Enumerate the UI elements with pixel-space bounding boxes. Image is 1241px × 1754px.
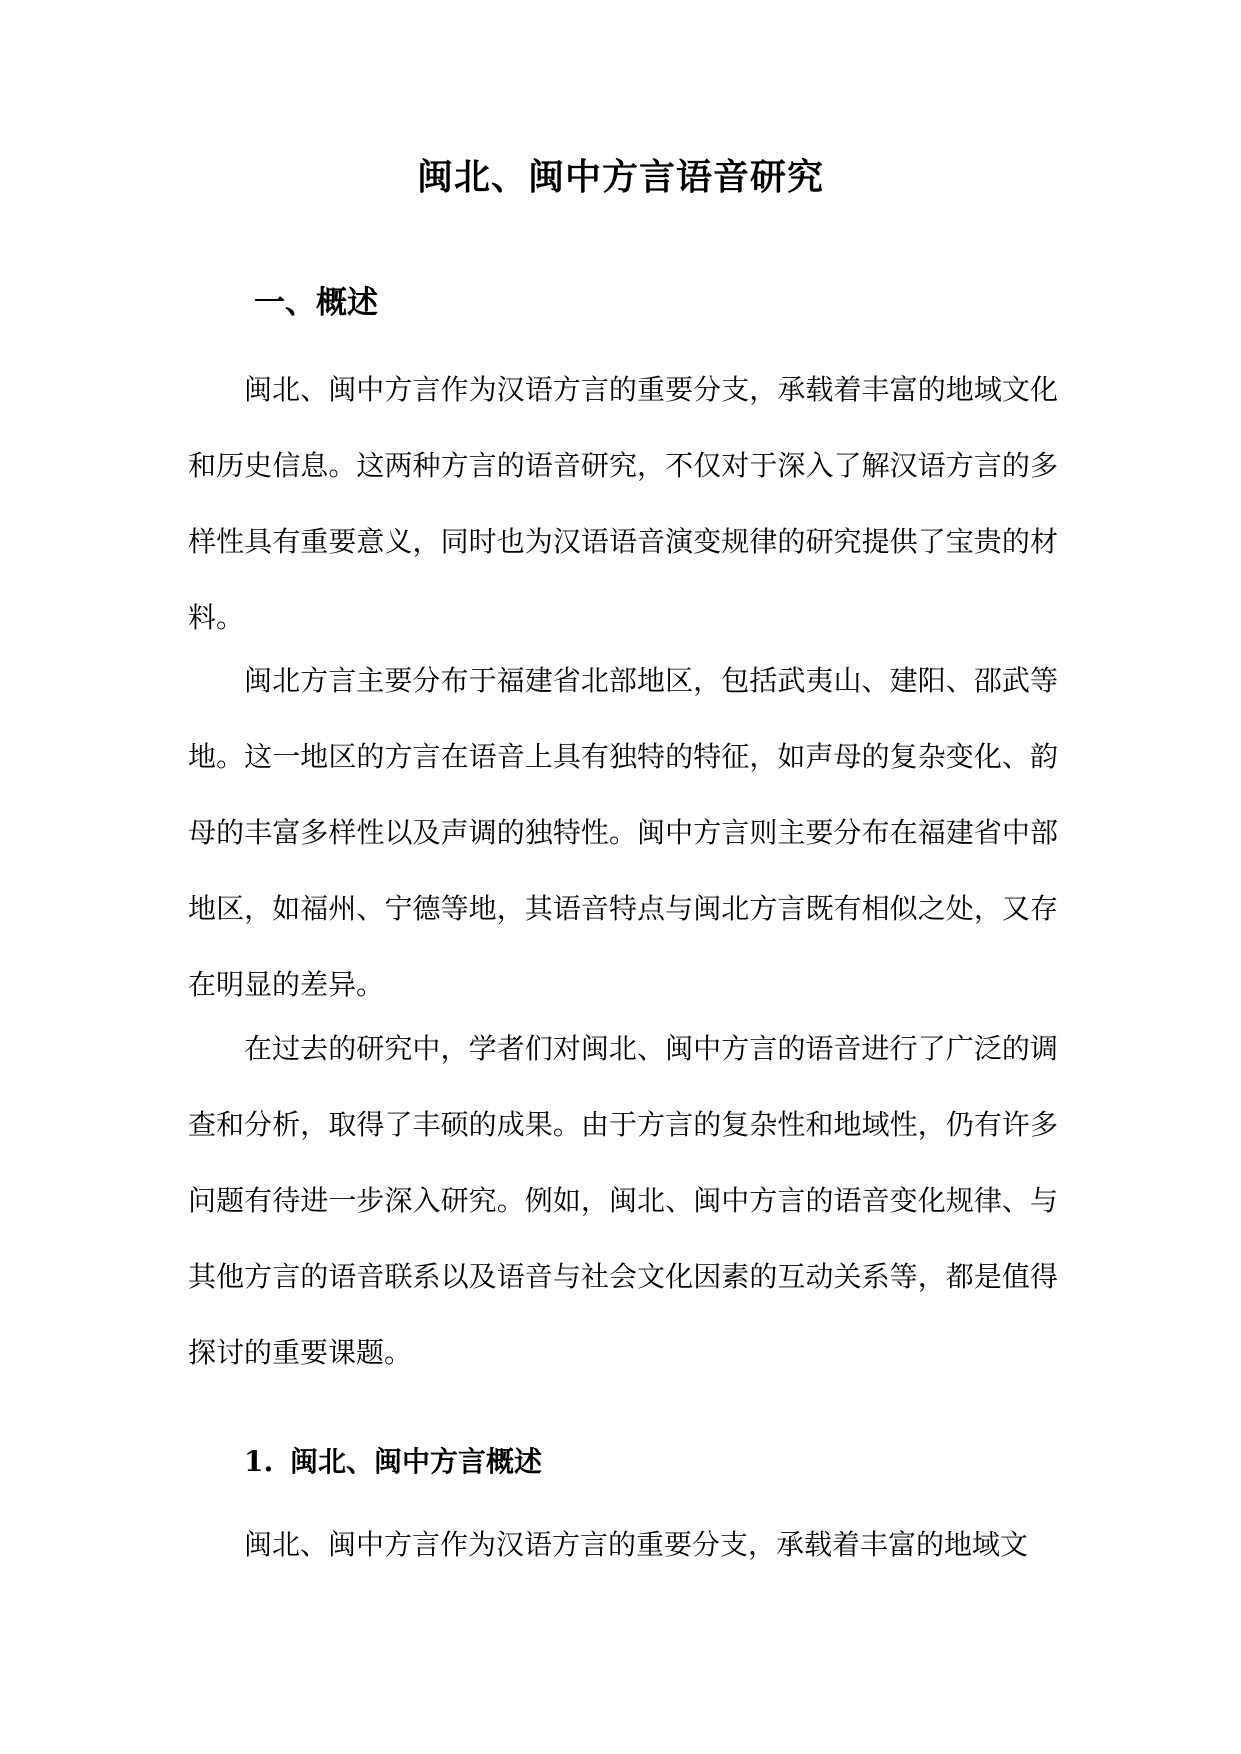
paragraph: 闽北方言主要分布于福建省北部地区，包括武夷山、建阳、邵武等地。这一地区的方言在语音上具有独特的特征，如声母的复杂变化、韵母的丰富多样性以及声调的独特性。闽中方言则主要分布在福建省中部地区，如福州、宁德等地，其语音特点与闽北方言既有相似之处，又存在明显的差异。 xyxy=(188,664,1058,1001)
document-title: 闽北、闽中方言语音研究 xyxy=(416,156,824,198)
subsection-number: 1. xyxy=(244,1445,274,1478)
subsection-heading xyxy=(244,1441,542,1483)
section-heading: 一、概述 xyxy=(254,285,378,321)
paragraph: 闽北、闽中方言作为汉语方言的重要分支，承载着丰富的地域文化和历史信息。这两种方言的语音研究，不仅对于深入了解汉语方言的多样性具有重要意义，同时也为汉语语音演变规律的研究提供了宝贵的材料。 xyxy=(188,373,1058,634)
paragraph: 在过去的研究中，学者们对闽北、闽中方言的语音进行了广泛的调查和分析，取得了丰硕的成果。由于方言的复杂性和地域性，仍有许多问题有待进一步深入研究。例如，闽北、闽中方言的语音变化规律、与其他方言的语音联系以及语音与社会文化因素的互动关系等，都是值得探讨的重要课题。 xyxy=(188,1032,1058,1369)
subsection-title: 闽北、闽中方言概述 xyxy=(290,1445,543,1478)
paragraph: 闽北、闽中方言作为汉语方言的重要分支，承载着丰富的地域文 xyxy=(244,1528,1029,1561)
